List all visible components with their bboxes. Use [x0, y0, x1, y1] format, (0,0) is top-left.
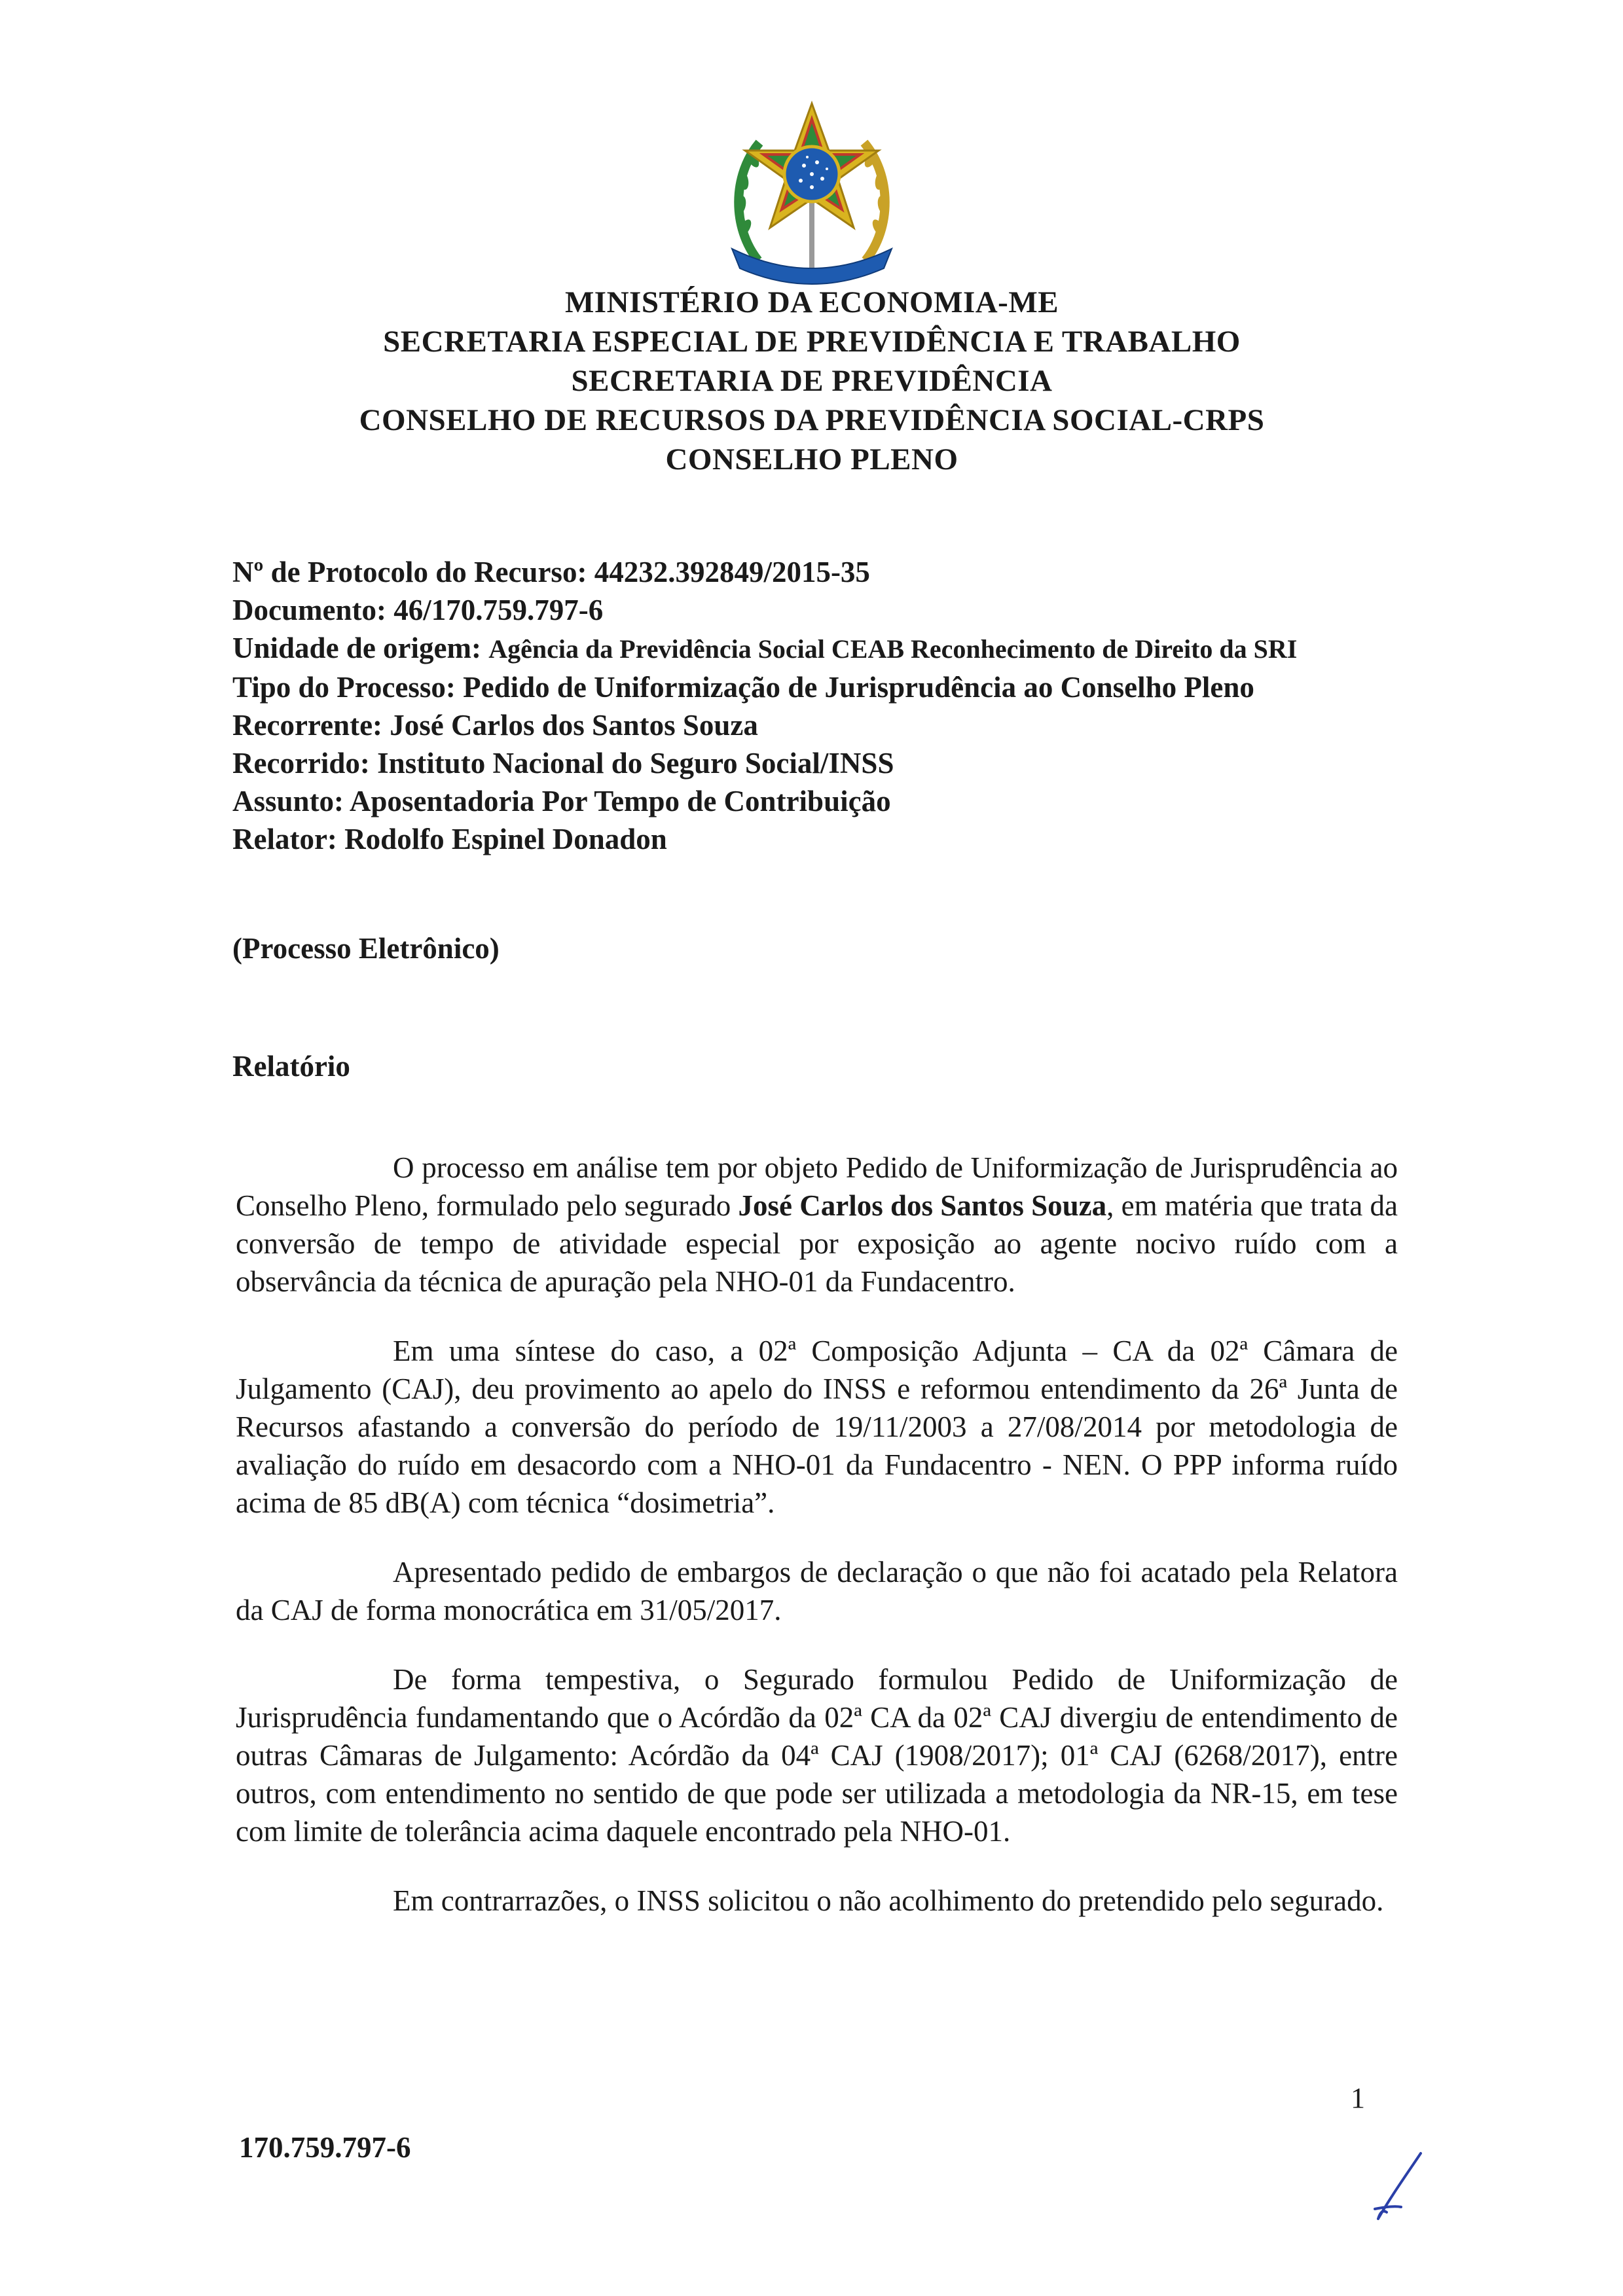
brazil-coat-of-arms-icon: [719, 97, 905, 287]
electronic-process-note: (Processo Eletrônico): [232, 932, 500, 965]
origin-unit-row: [232, 629, 1411, 668]
appellant-value: José Carlos dos Santos Souza: [390, 709, 758, 742]
header-plenary: CONSELHO PLENO: [665, 442, 958, 476]
rapporteur-row: [232, 820, 1411, 858]
process-type-row: [232, 668, 1411, 706]
subject-row: [232, 782, 1411, 820]
section-title-report: Relatório: [232, 1050, 350, 1083]
appellant-row: [232, 706, 1411, 744]
respondent-label: Recorrido:: [232, 747, 370, 780]
protocol-label: Nº de Protocolo do Recurso:: [232, 556, 587, 588]
document-row: [232, 591, 1411, 629]
paragraph-4: De forma tempestiva, o Segurado formulou Pedido de Uniformização de Jurisprudência fundamentando que o Acórdão da 02ª CA da 02ª CAJ divergiu de entendimento de outras Câmaras de Julgamento: Acórdão da 04ª CAJ (1908/2017); 01ª CAJ (6268/2017), entre outros, com entendimento no sentido de que pode ser utilizada a metodologia da NR-15, em tese com limite de tolerância acima daquele encontrado pela NHO-01.: [236, 1663, 1398, 1848]
process-type-label: Tipo do Processo:: [232, 671, 456, 704]
document-label: Documento:: [232, 594, 386, 626]
respondent-row: [232, 744, 1411, 782]
header-council: CONSELHO DE RECURSOS DA PREVIDÊNCIA SOCIAL-CRPS: [359, 403, 1265, 437]
paragraph-1: [236, 1149, 1398, 1300]
origin-unit-value: Agência da Previdência Social CEAB Reconhecimento de Direito da SRI: [488, 634, 1298, 664]
origin-unit-label: Unidade de origem:: [232, 632, 481, 664]
paragraph-1-text-a: O processo em análise tem por objeto Pedido de Uniformização de Jurisprudência ao Conselho Pleno, formulado pelo segurado: [236, 1151, 1398, 1222]
header-special-secretariat: SECRETARIA ESPECIAL DE PREVIDÊNCIA E TRABALHO: [383, 325, 1241, 359]
document-value: 46/170.759.797-6: [393, 594, 604, 626]
header-ministry: MINISTÉRIO DA ECONOMIA-ME: [564, 285, 1059, 319]
paragraph-2: Em uma síntese do caso, a 02ª Composição Adjunta – CA da 02ª Câmara de Julgamento (CAJ), deu provimento ao apelo do INSS e reformou entendimento da 26ª Junta de Recursos afastando a conversão do período de 19/11/2003 a 27/08/2014 por metodologia de avaliação do ruído em desacordo com a NHO-01 da Fundacentro - NEN. O PPP informa ruído acima de 85 dB(A) com técnica “dosimetria”.: [236, 1335, 1398, 1519]
header-secretariat: SECRETARIA DE PREVIDÊNCIA: [571, 364, 1053, 398]
paragraph-1-appellant-name: José Carlos dos Santos Souza: [738, 1189, 1107, 1222]
subject-value: Aposentadoria Por Tempo de Contribuição: [349, 785, 891, 817]
paragraph-1-text-b: , em matéria que trata da conversão de tempo de atividade especial por exposição ao agente nocivo ruído com a observância da técnica de apuração pela NHO-01 da Fundacentro.: [236, 1189, 1398, 1298]
paragraph-3: Apresentado pedido de embargos de declaração o que não foi acatado pela Relatora da CAJ de forma monocrática em 31/05/2017.: [236, 1556, 1398, 1626]
rapporteur-label: Relator:: [232, 823, 337, 855]
report-body: [236, 1149, 1398, 1951]
footer-document-number: 170.759.797-6: [239, 2131, 411, 2164]
document-header: [196, 283, 1427, 479]
signature-mark-icon: [1355, 2147, 1440, 2232]
subject-label: Assunto:: [232, 785, 344, 817]
respondent-value: Instituto Nacional do Seguro Social/INSS: [377, 747, 894, 780]
process-info: [232, 553, 1411, 858]
paragraph-5: Em contrarrazões, o INSS solicitou o não acolhimento do pretendido pelo segurado.: [393, 1884, 1384, 1917]
protocol-row: [232, 553, 1411, 591]
process-type-value: Pedido de Uniformização de Jurisprudência ao Conselho Pleno: [463, 671, 1254, 704]
protocol-value: 44232.392849/2015-35: [594, 556, 870, 588]
page-number: 1: [1351, 2082, 1365, 2114]
appellant-label: Recorrente:: [232, 709, 383, 742]
rapporteur-value: Rodolfo Espinel Donadon: [344, 823, 667, 855]
